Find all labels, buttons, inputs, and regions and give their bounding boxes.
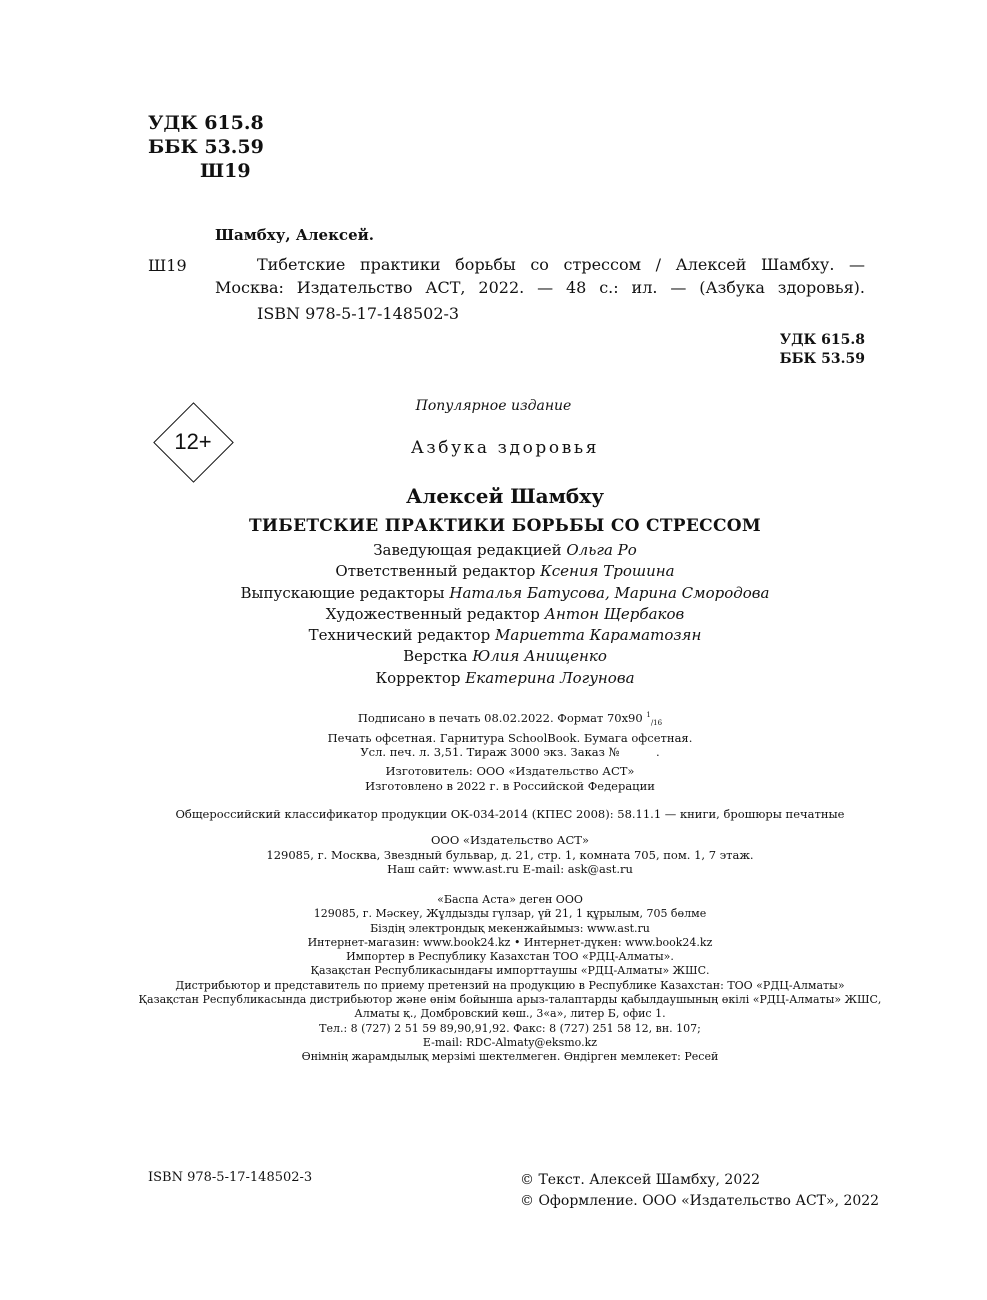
copyright-design: © Оформление. ООО «Издательство АСТ», 2022 <box>520 1193 880 1209</box>
credit-role: Верстка <box>403 647 468 666</box>
kz-line: Қазақстан Республикасындағы импорттаушы «РДЦ-Алматы» ЖШС. <box>310 964 710 978</box>
credit-name: Ольга Ро <box>566 541 637 559</box>
kz-line: Біздің электрондық мекенжайымыз: www.ast.ru <box>370 921 650 935</box>
credit-name: Мариетта Караматозян <box>495 626 702 645</box>
print-format-sup: 1 <box>646 711 651 719</box>
publisher-info <box>0 833 987 877</box>
bib-description-line1: Тибетские практики борьбы со стрессом / Алексей Шамбху. — <box>257 255 865 274</box>
credits-list <box>0 540 987 689</box>
book-title: ТИБЕТСКИЕ ПРАКТИКИ БОРЬБЫ СО СТРЕССОМ <box>248 516 762 536</box>
manufacturer-info <box>0 764 987 793</box>
print-info <box>0 708 987 760</box>
print-line2: Печать офсетная. Гарнитура SchoolBook. Бумага офсетная. <box>327 730 693 745</box>
credit-role: Заведующая редакцией <box>373 541 562 559</box>
bib-description-line2: Москва: Издательство АСТ, 2022. — 48 с.: ил. — (Азбука здоровья). <box>215 278 865 297</box>
bib-isbn: ISBN 978-5-17-148502-3 <box>257 304 460 323</box>
credit-item <box>0 540 987 561</box>
credit-name: Екатерина Логунова <box>465 668 635 687</box>
top-udk-code: УДК 615.8 <box>148 112 264 134</box>
kz-line: Тел.: 8 (727) 2 51 59 89,90,91,92. Факс: 8 (727) 251 58 12, вн. 107; <box>319 1021 701 1035</box>
bib-bbk-code: ББК 53.59 <box>779 351 865 367</box>
publisher-line3: Наш сайт: www.ast.ru E-mail: ask@ast.ru <box>387 862 633 876</box>
kazakhstan-info <box>0 893 987 1065</box>
credit-name: Антон Щербаков <box>544 604 685 623</box>
bib-author-heading: Шамбху, Алексей. <box>215 226 374 244</box>
bib-author-sign: Ш19 <box>148 256 187 275</box>
credit-role: Художественный редактор <box>325 604 540 623</box>
print-signed-text: Подписано в печать 08.02.2022. Формат 70х90 <box>357 710 643 725</box>
kz-line: Қазақстан Республикасында дистрибьютор және өнім бойынша арыз-талаптарды қабылдаушының өкілі «РДЦ-Алматы» ЖШС, <box>138 993 882 1007</box>
kz-line: «Баспа Аста» деген ООО <box>437 893 583 906</box>
kz-line: Алматы қ., Домбровский көш., 3«а», литер Б, офис 1. <box>354 1007 666 1021</box>
credit-item <box>0 668 987 689</box>
credit-item <box>0 561 987 582</box>
top-bbk-code: ББК 53.59 <box>148 136 264 158</box>
print-line3: Усл. печ. л. 3,51. Тираж 3000 экз. Заказ № . <box>360 745 660 760</box>
kz-line: Дистрибьютор и представитель по приему претензий на продукцию в Республике Казахстан: ТОО «РДЦ-Алматы» <box>175 978 845 992</box>
credit-item <box>0 604 987 625</box>
credit-role: Выпускающие редакторы <box>240 583 445 602</box>
credit-name: Юлия Анищенко <box>472 647 607 666</box>
credit-item <box>0 625 987 646</box>
print-signed-line <box>0 708 987 731</box>
kz-line: Импортер в Республику Казахстан ТОО «РДЦ-Алматы». <box>346 950 674 964</box>
credit-name: Ксения Трошина <box>540 562 675 581</box>
kz-line: 129085, г. Мәскеу, Жұлдызды гүлзар, үй 21, 1 құрылым, 705 бөлме <box>313 907 707 921</box>
manufacturer-line2: Изготовлено в 2022 г. в Российской Федерации <box>365 778 655 793</box>
bib-description <box>215 253 865 299</box>
footer-isbn: ISBN 978-5-17-148502-3 <box>148 1170 313 1185</box>
series-title: Азбука здоровья <box>410 438 600 458</box>
manufacturer-line1: Изготовитель: ООО «Издательство АСТ» <box>385 764 635 778</box>
credit-item <box>0 583 987 604</box>
edition-type: Популярное издание <box>415 398 572 414</box>
credit-role: Технический редактор <box>308 626 491 645</box>
product-classifier: Общероссийский классификатор продукции ОК-034-2014 (КПЕС 2008): 58.11.1 — книги, брошюры печатные <box>175 807 845 821</box>
credit-name: Наталья Батусова, Марина Смородова <box>449 583 770 602</box>
publisher-line1: ООО «Издательство АСТ» <box>430 833 590 847</box>
footer-copyright <box>520 1170 879 1212</box>
kz-line: Өнімнің жарамдылық мерзімі шектелмеген. Өндірген мемлекет: Ресей <box>301 1050 719 1064</box>
bib-udk-code: УДК 615.8 <box>779 332 865 348</box>
print-format-sub: /16 <box>650 719 663 728</box>
kz-line: E-mail: RDC-Almaty@eksmo.kz <box>422 1035 598 1049</box>
credit-role: Ответственный редактор <box>335 562 536 581</box>
credit-item <box>0 646 987 667</box>
top-author-sign: Ш19 <box>200 160 251 182</box>
copyright-text: © Текст. Алексей Шамбху, 2022 <box>520 1172 761 1188</box>
book-author: Алексей Шамбху <box>405 484 605 508</box>
top-classification-codes <box>148 111 264 183</box>
bib-codes-right <box>780 331 865 369</box>
publisher-line2: 129085, г. Москва, Звездный бульвар, д. 21, стр. 1, комната 705, пом. 1, 7 этаж. <box>266 847 754 862</box>
kz-line: Интернет-магазин: www.book24.kz • Интернет-дүкен: www.book24.kz <box>307 935 713 949</box>
age-rating-text: 12+ <box>174 429 212 454</box>
credit-role: Корректор <box>375 668 461 687</box>
